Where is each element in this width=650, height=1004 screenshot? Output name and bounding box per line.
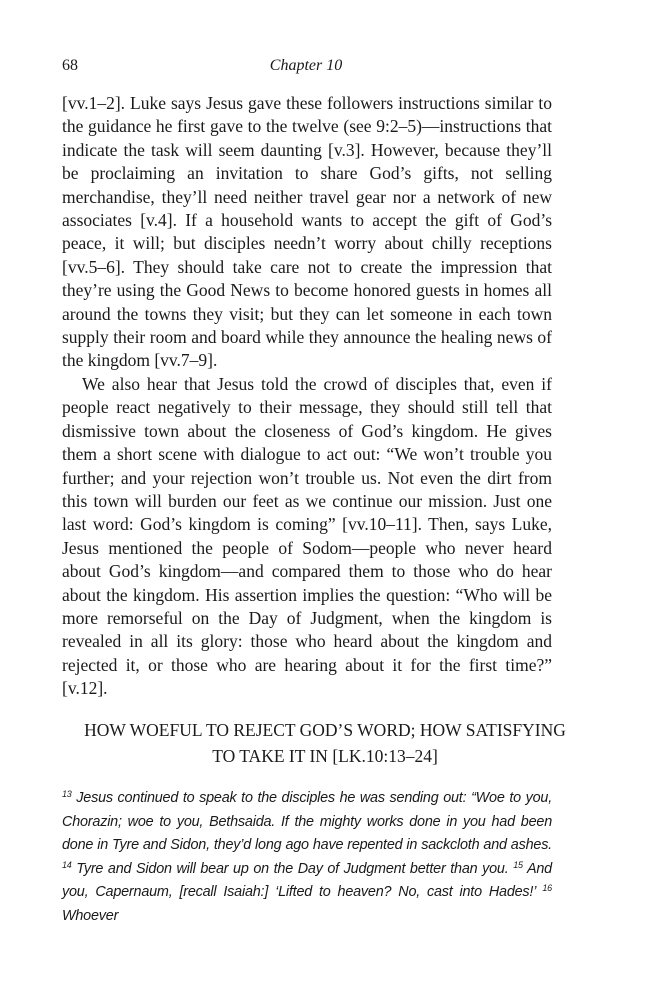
scripture-passage	[62, 787, 552, 929]
running-head	[62, 54, 550, 78]
verse-number: 15	[513, 859, 523, 870]
section-heading-line: TO TAKE IT IN [LK.10:13–24]	[212, 746, 438, 766]
body-paragraph: [vv.1–2]. Luke says Jesus gave these followers instructions similar to the guidance he first gave to the twelve (see 9:2–5)—instructions that indicate the task will seem daunting [v.3]. However, because they’ll be proclaiming an invitation to share God’s gifts, not selling merchandise, they’ll need neither travel gear nor a network of new associates [v.4]. If a household wants to accept the gift of God’s peace, it will; but disciples needn’t worry about chilly receptions [vv.5–6]. They should take care not to create the impression that they’re using the Good News to become honored guests in homes all around the towns they visit; but they can let someone in each town supply their room and board while they announce the healing news of the kingdom [vv.7–9].	[62, 93, 552, 371]
verse-number: 14	[62, 859, 72, 870]
verse-number: 16	[542, 883, 552, 894]
verse-number: 13	[62, 789, 72, 799]
body-paragraph: We also hear that Jesus told the crowd of disciples that, even if people react negatively to their message, they should still tell that dismissive town about the closeness of God’s kingdom. He gives them a short scene with dialogue to act out: “We won’t trouble you further; and your rejection won’t trouble us. Not even the dirt from this town will burden our feet as we continue our mission. Just one last word: God’s kingdom is coming” [vv.10–11]. Then, says Luke, Jesus mentioned the people of Sodom—people who never heard about God’s kingdom—and compared them to those who do hear about the kingdom. His assertion implies the question: “Who will be more remorseful on the Day of Judgment, when the kingdom is revealed in all its glory: those who heard about the kingdom and rejected it, or those who are hearing about it for the first time?” [v.12].	[62, 373, 552, 699]
section-heading	[50, 717, 600, 769]
verse-text: Tyre and Sidon will bear up on the Day of Judgment better than you.	[71, 860, 509, 877]
verse-text: Jesus continued to speak to the disciples he was sending out: “Woe to you, Chorazin; woe to you, Bethsaida. If the mighty works done in you had been done in Tyre and Sidon, they’d long ago have repented in sackcloth and ashes.	[62, 790, 552, 854]
verse-text: And you, Capernaum, [recall Isaiah:] ‘Lifted to heaven? No, cast into Hades!’	[62, 860, 552, 901]
verse-text: Whoever	[62, 907, 119, 924]
page-number: 68	[62, 57, 78, 74]
chapter-title: Chapter 10	[269, 57, 343, 74]
section-heading-line: HOW WOEFUL TO REJECT GOD’S WORD; HOW SATISFYING	[84, 720, 566, 740]
body-text	[62, 92, 552, 701]
